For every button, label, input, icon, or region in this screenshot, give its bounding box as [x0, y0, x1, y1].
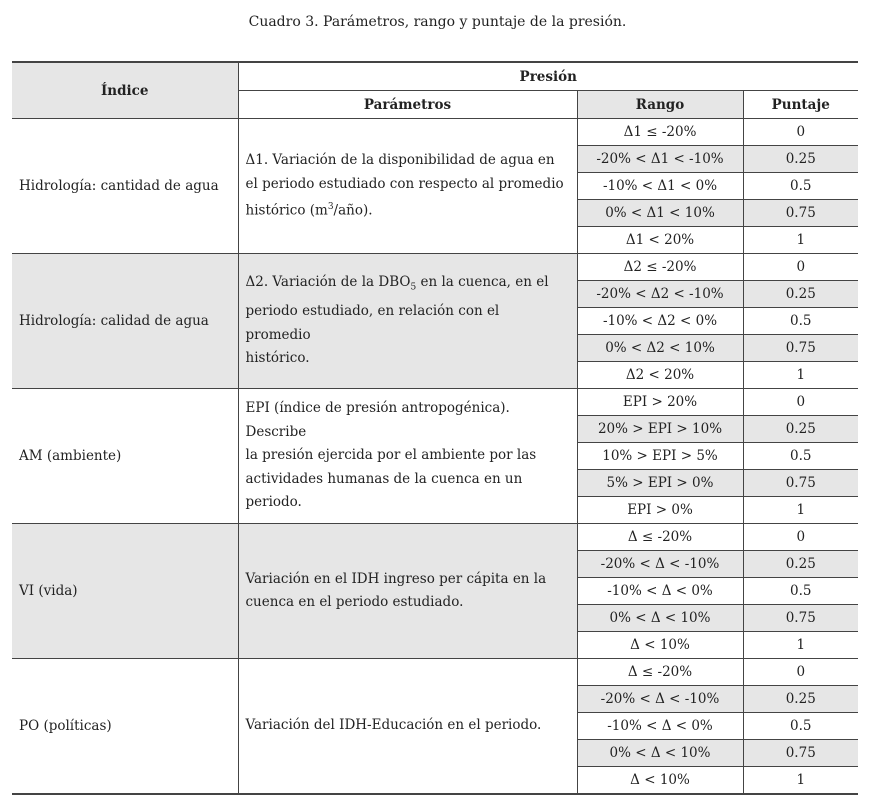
puntaje-cell: 0 — [743, 254, 858, 281]
parametro-line: Variación en el IDH ingreso per cápita en la — [245, 570, 547, 587]
table-row — [12, 389, 858, 416]
table-row — [12, 659, 858, 686]
rango-cell: Δ1 < 20% — [577, 227, 743, 254]
parametro-line — [246, 196, 569, 223]
table-row — [12, 524, 858, 551]
parametro-cell — [238, 119, 577, 254]
rango-cell: Δ1 ≤ -20% — [577, 119, 743, 146]
parametro-line: histórico. — [245, 350, 310, 367]
parametro-line: Variación del IDH-Educación en el periodo. — [245, 717, 542, 734]
puntaje-cell: 1 — [743, 227, 858, 254]
puntaje-cell: 0.25 — [743, 551, 858, 578]
rango-cell: Δ < 10% — [577, 632, 743, 659]
rango-cell: EPI > 20% — [577, 389, 743, 416]
puntaje-cell: 0.25 — [743, 281, 858, 308]
puntaje-cell: 0 — [743, 119, 858, 146]
puntaje-cell: 0.25 — [743, 146, 858, 173]
puntaje-cell: 0.25 — [743, 416, 858, 443]
header-indice: Índice — [12, 62, 238, 119]
parametro-line: actividades humanas de la cuenca en un — [245, 470, 523, 487]
puntaje-cell: 0.5 — [743, 173, 858, 200]
rango-cell: -10% < Δ < 0% — [577, 578, 743, 605]
parametro-line: periodo estudiado, en relación con el promedio — [245, 303, 500, 343]
table-caption: Cuadro 3. Parámetros, rango y puntaje de la presión. — [248, 14, 627, 30]
puntaje-cell: 0 — [743, 659, 858, 686]
parametro-line: Δ1. Variación de la disponibilidad de agua en — [245, 152, 555, 168]
puntaje-cell: 0.75 — [743, 740, 858, 767]
superscript: 3 — [327, 202, 334, 212]
header-presion: Presión — [238, 62, 858, 91]
header-parametros: Parámetros — [238, 91, 577, 119]
puntaje-cell: 0.25 — [743, 686, 858, 713]
rango-cell: 5% > EPI > 0% — [577, 470, 743, 497]
puntaje-cell: 1 — [743, 497, 858, 524]
rango-cell: -10% < Δ2 < 0% — [577, 308, 743, 335]
puntaje-cell: 0.75 — [743, 200, 858, 227]
parametro-cell — [238, 389, 577, 524]
parametro-line: EPI (índice de presión antropogénica). Describe — [245, 400, 510, 440]
rango-cell: 0% < Δ2 < 10% — [577, 335, 743, 362]
parametro-cell — [238, 524, 577, 659]
header-rango: Rango — [577, 91, 743, 119]
parametro-text: en la cuenca, en el — [416, 274, 549, 291]
indice-cell: AM (ambiente) — [12, 389, 238, 524]
rango-cell: Δ ≤ -20% — [577, 524, 743, 551]
header-puntaje: Puntaje — [743, 91, 858, 119]
puntaje-cell: 1 — [743, 632, 858, 659]
parametro-text: Δ2. Variación de la DBO — [245, 274, 411, 291]
indice-cell: Hidrología: cantidad de agua — [12, 119, 238, 254]
rango-cell: EPI > 0% — [577, 497, 743, 524]
rango-cell: 10% > EPI > 5% — [577, 443, 743, 470]
parametro-cell — [238, 659, 577, 795]
rango-cell: 0% < Δ < 10% — [577, 605, 743, 632]
puntaje-cell: 1 — [743, 362, 858, 389]
indice-cell: VI (vida) — [12, 524, 238, 659]
rango-cell: 20% > EPI > 10% — [577, 416, 743, 443]
parametro-cell — [238, 254, 577, 389]
rango-cell: -20% < Δ1 < -10% — [577, 146, 743, 173]
puntaje-cell: 0.75 — [743, 605, 858, 632]
puntaje-cell: 0 — [743, 524, 858, 551]
puntaje-cell: 0.5 — [743, 308, 858, 335]
table-row — [12, 119, 858, 146]
puntaje-cell: 0 — [743, 389, 858, 416]
table-row — [12, 254, 858, 281]
table-body — [12, 119, 858, 795]
rango-cell: -10% < Δ < 0% — [577, 713, 743, 740]
rango-cell: 0% < Δ < 10% — [577, 740, 743, 767]
rango-cell: 0% < Δ1 < 10% — [577, 200, 743, 227]
parametro-line: el periodo estudiado con respecto al promedio — [245, 175, 564, 192]
rango-cell: Δ2 < 20% — [577, 362, 743, 389]
puntaje-cell: 0.5 — [743, 443, 858, 470]
subscript: 5 — [410, 282, 417, 293]
puntaje-cell: 1 — [743, 767, 858, 795]
rango-cell: -20% < Δ2 < -10% — [577, 281, 743, 308]
rango-cell: -20% < Δ < -10% — [577, 551, 743, 578]
parametro-line: cuenca en el periodo estudiado. — [245, 594, 464, 610]
indice-cell: Hidrología: calidad de agua — [12, 254, 238, 389]
rango-cell: -10% < Δ1 < 0% — [577, 173, 743, 200]
parametro-line — [246, 271, 569, 300]
rango-cell: -20% < Δ < -10% — [577, 686, 743, 713]
parametro-line: periodo. — [245, 494, 302, 511]
parametro-text: histórico (m — [245, 202, 328, 219]
puntaje-cell: 0.5 — [743, 578, 858, 605]
puntaje-cell: 0.5 — [743, 713, 858, 740]
indice-cell: PO (políticas) — [12, 659, 238, 795]
puntaje-cell: 0.75 — [743, 335, 858, 362]
rango-cell: Δ2 ≤ -20% — [577, 254, 743, 281]
rango-cell: Δ ≤ -20% — [577, 659, 743, 686]
puntaje-cell: 0.75 — [743, 470, 858, 497]
rango-cell: Δ < 10% — [577, 767, 743, 795]
pressure-table — [12, 61, 858, 795]
parametro-text: /año). — [333, 202, 373, 219]
parametro-line: la presión ejercida por el ambiente por las — [245, 447, 537, 464]
